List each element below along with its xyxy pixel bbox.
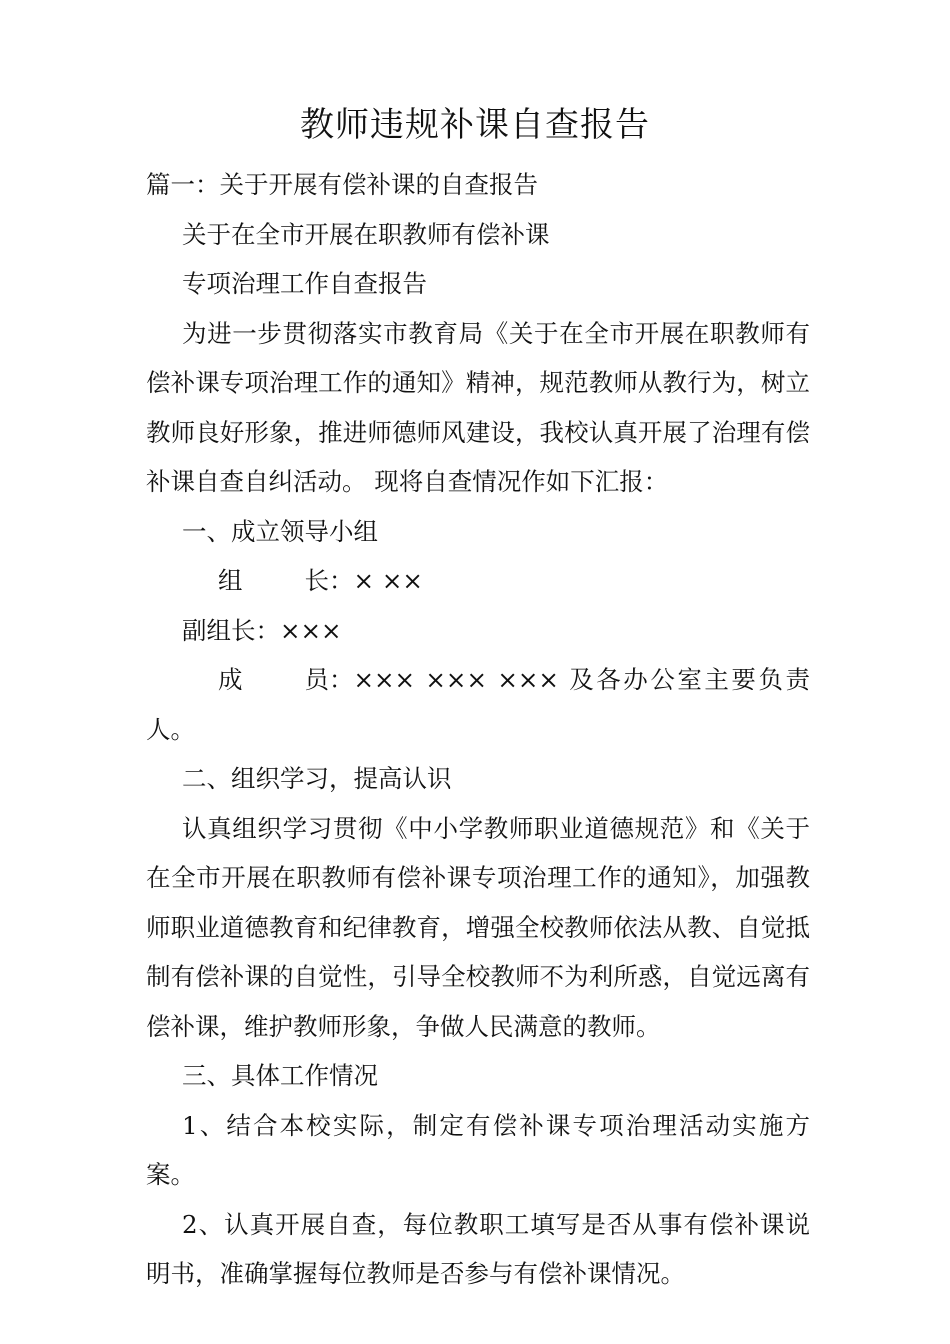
- leader-label-b: 长：: [304, 566, 354, 595]
- section-3-heading: 三、具体工作情况: [182, 1061, 378, 1090]
- section-2-heading: 二、组织学习，提高认识: [182, 764, 452, 793]
- leader-value: × ××: [353, 566, 423, 595]
- leader-line: [146, 556, 810, 606]
- section-3-item-1: 1、结合本校实际，制定有偿补课专项治理活动实施方案。: [146, 1110, 810, 1189]
- member-line: [146, 655, 810, 754]
- member-label-a: 成: [218, 665, 243, 694]
- member-label-b: 员：: [304, 665, 354, 694]
- section-3-item-2: 2、认真开展自查，每位教职工填写是否从事有偿补课说明书，准确掌握每位教师是否参与有偿补课情况。: [146, 1209, 810, 1288]
- heading-line-1: 关于在全市开展在职教师有偿补课: [182, 219, 550, 249]
- leader-label-a: 组: [218, 566, 243, 595]
- document-title: 教师违规补课自查报告: [300, 105, 650, 145]
- member-value: ××× ××× ××× 及各办公室主要负责人。: [146, 665, 810, 744]
- section-1-heading: 一、成立领导小组: [182, 516, 378, 546]
- deputy-line: [146, 606, 810, 656]
- document-body: [146, 160, 810, 1299]
- subtitle-line: 篇一：关于开展有偿补课的自查报告: [146, 170, 538, 199]
- intro-paragraph: 为进一步贯彻落实市教育局《关于在全市开展在职教师有偿补课专项治理工作的通知》精神，规范教师从教行为，树立教师良好形象，推进师德师风建设，我校认真开展了治理有偿补课自查自纠活动。 现将自查情况作如下汇报：: [146, 318, 810, 496]
- section-2-paragraph: 认真组织学习贯彻《中小学教师职业道德规范》和《关于在全市开展在职教师有偿补课专项治理工作的通知》，加强教师职业道德教育和纪律教育，增强全校教师依法从教、自觉抵制有偿补课的自觉性，引导全校教师不为利所惑，自觉远离有偿补课，维护教师形象，争做人民满意的教师。: [146, 813, 810, 1041]
- heading-line-2: 专项治理工作自查报告: [182, 269, 427, 298]
- deputy-label: 副组长：: [182, 615, 280, 645]
- deputy-value: ×××: [280, 615, 342, 645]
